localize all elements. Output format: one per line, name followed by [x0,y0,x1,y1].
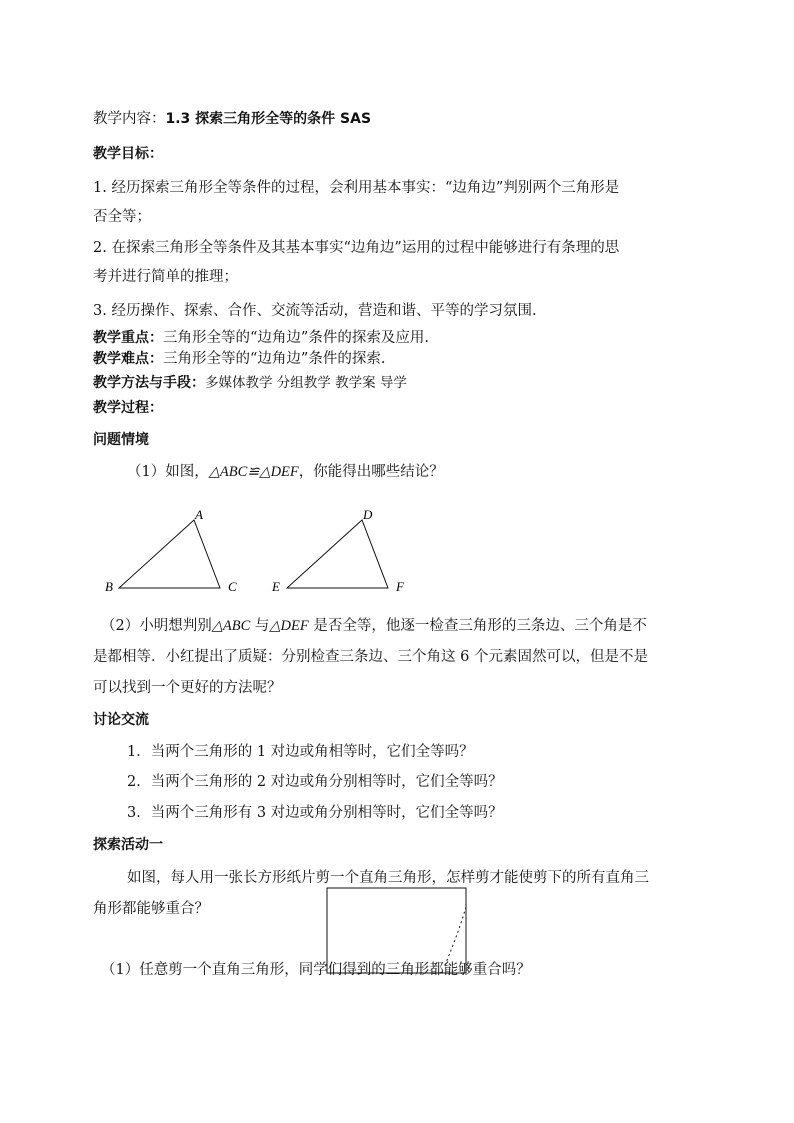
discussion-item-3: 3．当两个三角形有 3 对边或角分别相等时，它们全等吗？ [127,805,503,821]
activity-heading: 探索活动一 [93,837,163,853]
goal1-line1: 1. 经历探索三角形全等条件的过程，会利用基本事实：“边角边”判别两个三角形是 [93,180,620,196]
activity-question-1: （1）任意剪一个直角三角形，同学们得到的三角形都能够重合吗？ [101,962,531,978]
q2-formula-1: △ABC [211,618,251,634]
goal3: 3. 经历操作、探索、合作、交流等活动，营造和谐、平等的学习氛围. [93,303,537,319]
difficulties [93,347,385,368]
question-1 [127,460,444,481]
congruent-triangles-figure [95,500,425,600]
discussion-item-1: 1．当两个三角形的 1 对边或角相等时，它们全等吗？ [127,744,474,760]
difficulty-value: 三角形全等的“边角边”条件的探索. [163,351,386,367]
content-label: 教学内容： [93,111,166,127]
goal2-line2: 考并进行简单的推理； [93,269,238,285]
label-d: D [363,507,373,522]
key-label: 教学重点： [93,330,163,346]
methods [93,371,407,392]
q1-formula: △ABC≌△DEF [208,464,299,480]
q2-formula-2: △DEF [269,618,309,634]
triangle-abc [119,520,220,588]
q2-part-b: 与 [250,618,270,634]
content-line [93,107,371,128]
label-b: B [105,579,113,594]
question-2-line1 [101,614,647,635]
discussion-item-2: 2．当两个三角形的 2 对边或角分别相等时，它们全等吗？ [127,774,503,790]
question-2-line3: 可以找到一个更好的方法呢？ [93,680,282,696]
discussion-heading: 讨论交流 [93,712,149,728]
activity-line1: 如图，每人用一张长方形纸片剪一个直角三角形，怎样剪才能使剪下的所有直角三 [127,870,649,886]
goals-heading: 教学目标： [93,146,163,162]
situation-heading: 问题情境 [93,432,149,448]
method-label: 教学方法与手段： [93,375,205,391]
method-value: 多媒体教学 分组教学 教学案 导学 [205,375,407,391]
q2-part-c: 是否全等，他逐一检查三角形的三条边、三个角是不 [308,618,647,634]
label-a: A [195,507,203,522]
goal1-line2: 否全等； [93,209,151,225]
goal2-line1: 2. 在探索三角形全等条件及其基本事实“边角边”运用的过程中能够进行有条理的思 [93,240,620,256]
triangle-def [287,520,388,588]
label-f: F [396,579,404,594]
label-e: E [272,579,280,594]
process-heading: 教学过程： [93,400,163,416]
question-2-line2: 是都相等．小红提出了质疑：分别检查三条边、三个角这 6 个元素固然可以，但是不是 [93,649,648,665]
q2-part-a: （2）小明想判别 [101,618,212,634]
difficulty-label: 教学难点： [93,351,163,367]
q1-prefix: （1）如图， [127,464,209,480]
label-c: C [228,579,237,594]
key-value: 三角形全等的“边角边”条件的探索及应用. [163,330,429,346]
q1-suffix: ，你能得出哪些结论？ [298,464,444,480]
activity-line2: 角形都能够重合？ [93,901,209,917]
lesson-title: 1.3 探索三角形全等的条件 SAS [165,111,372,127]
key-points [93,326,429,347]
